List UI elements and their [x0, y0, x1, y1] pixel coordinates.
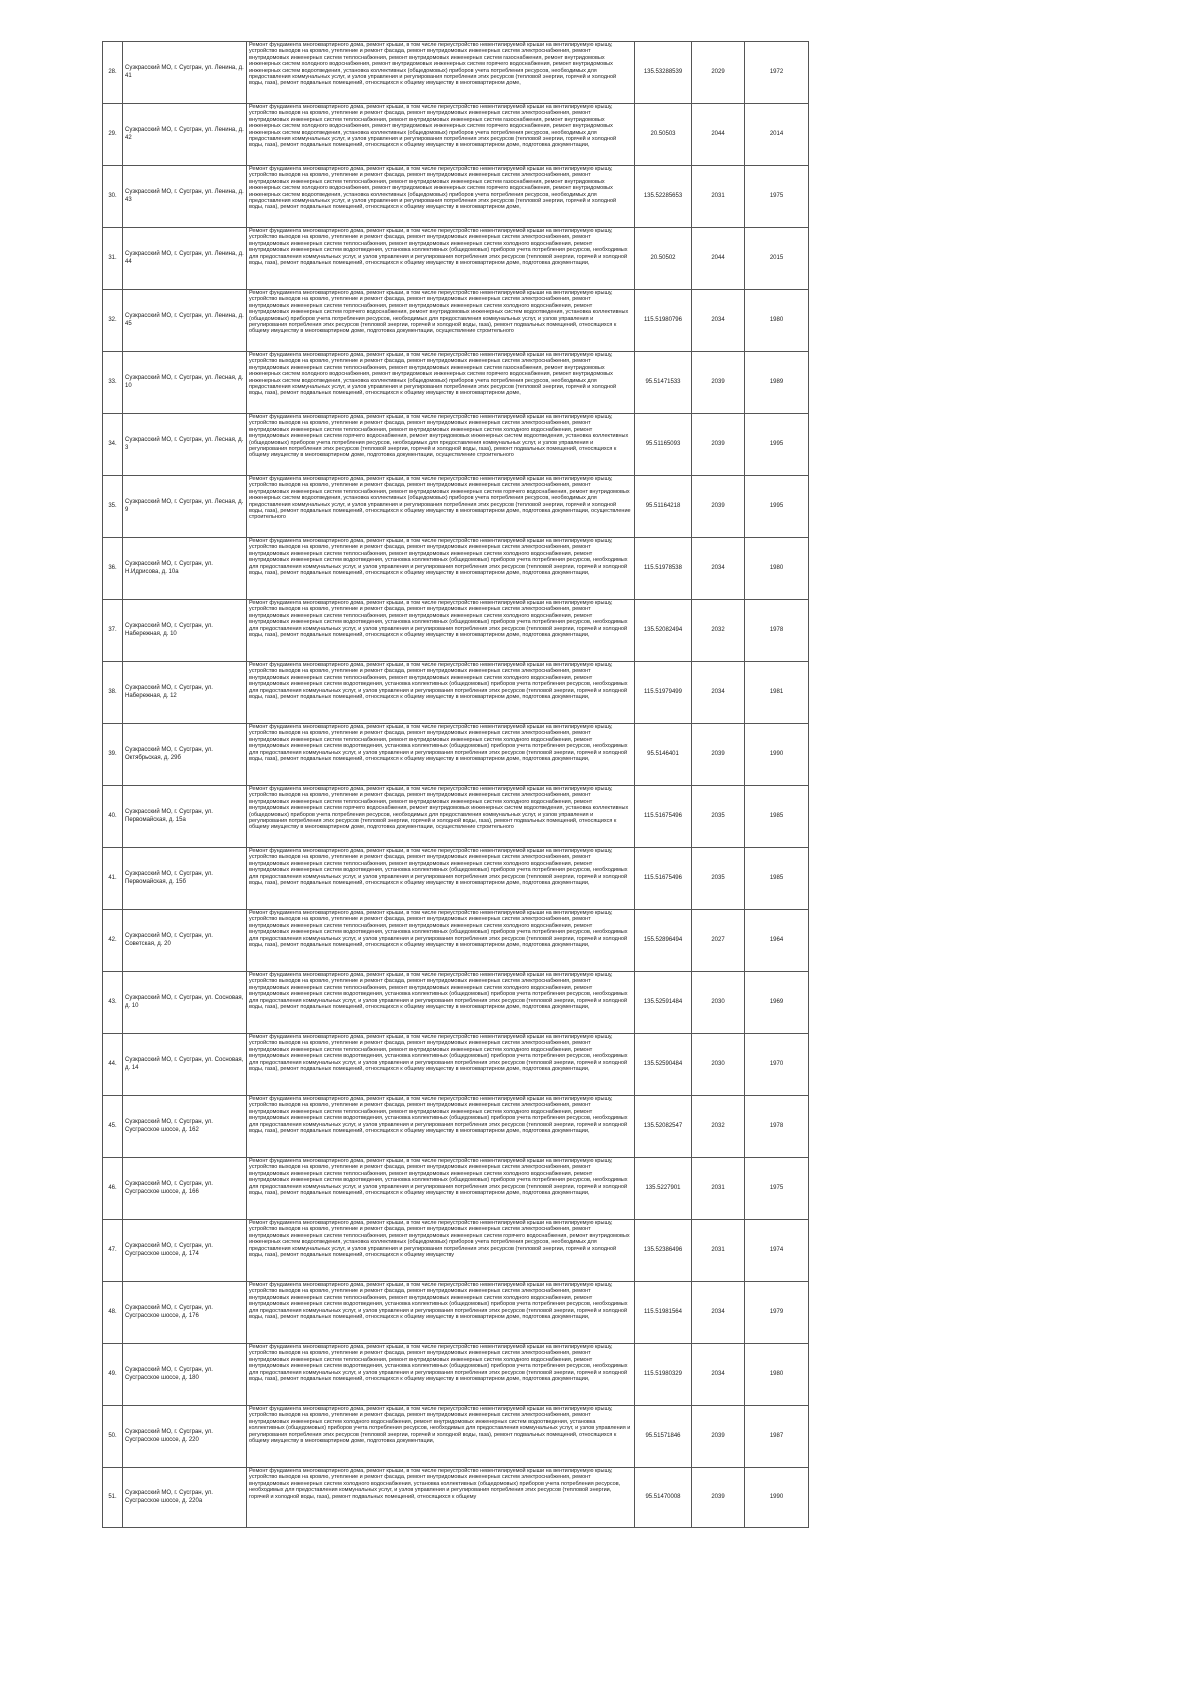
table-row	[103, 1406, 809, 1468]
build-year-cell: 1985	[745, 848, 809, 910]
build-year-cell: 1980	[745, 1344, 809, 1406]
repair-year-cell: 2032	[692, 1096, 745, 1158]
repair-year-cell: 2039	[692, 724, 745, 786]
build-year-cell: 1978	[745, 1096, 809, 1158]
table-row	[103, 42, 809, 104]
address-cell: Сузкрасский МО, г. Сусгран, ул. Лесная, д. 9	[123, 476, 247, 538]
repair-year-cell: 2031	[692, 1220, 745, 1282]
address-cell: Сузкрасский МО, г. Сусгран, ул. Сусграсское шоссе, д. 220а	[123, 1468, 247, 1528]
cost-cell: 95.51571846	[635, 1406, 692, 1468]
build-year-cell: 1975	[745, 166, 809, 228]
cost-cell: 95.51471533	[635, 352, 692, 414]
build-year-cell: 1970	[745, 1034, 809, 1096]
works-cell-text: Ремонт фундамента многоквартирного дома, ремонт крыши, в том числе переустройство невентилируемой крыши на вентилируемую крышу, устройство выходов на кровлю, утепление и ремонт фасада, ремонт внутридомовых инженерных систем электроснабжения, ремонт внутридомовых инженерных систем холодного водоснабжения, ремонт внутридомовых инженерных систем водоотведения, установка коллективных (общедомовых) приборов учета потребления ресурсов, необходимых для предоставления коммунальных услуг, и узлов управления и регулирования потребления этих ресурсов (тепловой энергии, горячей и холодной воды, газа), ремонт подвальных помещений, относящихся к общему имуществу в многоквартирном доме, подготовка документации,	[249, 1406, 631, 1444]
cost-cell: 135.5227901	[635, 1158, 692, 1220]
table-row	[103, 352, 809, 414]
repair-year-cell: 2027	[692, 910, 745, 972]
table-row	[103, 1158, 809, 1220]
works-cell	[247, 1468, 635, 1528]
address-cell: Сузкрасский МО, г. Сусгран, ул. Ленина, д. 41	[123, 42, 247, 104]
row-number-cell: 51.	[103, 1468, 123, 1528]
row-number-cell: 36.	[103, 538, 123, 600]
row-number-cell: 40.	[103, 786, 123, 848]
table-row	[103, 972, 809, 1034]
build-year-cell: 1964	[745, 910, 809, 972]
works-cell-text: Ремонт фундамента многоквартирного дома, ремонт крыши, в том числе переустройство невентилируемой крыши на вентилируемую крышу, устройство выходов на кровлю, утепление и ремонт фасада, ремонт внутридомовых инженерных систем электроснабжения, ремонт внутридомовых инженерных систем теплоснабжения, ремонт внутридомовых инженерных систем холодного водоснабжения, ремонт внутридомовых инженерных систем водоотведения, установка коллективных (общедомовых) приборов учета потребления ресурсов, необходимых для предоставления коммунальных услуг, и узлов управления и регулирования потребления этих ресурсов (тепловой энергии, горячей и холодной воды, газа), ремонт подвальных помещений, относящихся к общему имуществу в многоквартирном доме, подготовка документации,	[249, 724, 628, 762]
table-row	[103, 662, 809, 724]
works-cell-text: Ремонт фундамента многоквартирного дома, ремонт крыши, в том числе переустройство невентилируемой крыши на вентилируемую крышу, устройство выходов на кровлю, утепление и ремонт фасада, ремонт внутридомовых инженерных систем электроснабжения, ремонт внутридомовых инженерных систем теплоснабжения, ремонт внутридомовых инженерных систем горячего водоснабжения, ремонт внутридомовых инженерных систем водоотведения, установка коллективных (общедомовых) приборов учета потребления ресурсов, необходимых для предоставления коммунальных услуг, и узлов управления и регулирования потребления этих ресурсов (тепловой энергии, горячей и холодной воды, газа), ремонт подвальных помещений, относящихся к общему имуществу	[249, 1220, 630, 1258]
address-cell: Сузкрасский МО, г. Сусгран, ул. Сусграсское шоссе, д. 166	[123, 1158, 247, 1220]
works-cell-text: Ремонт фундамента многоквартирного дома, ремонт крыши, в том числе переустройство невентилируемой крыши на вентилируемую крышу, устройство выходов на кровлю, утепление и ремонт фасада, ремонт внутридомовых инженерных систем электроснабжения, ремонт внутридомовых инженерных систем теплоснабжения, ремонт внутридомовых инженерных систем холодного водоснабжения, ремонт внутридомовых инженерных систем горячего водоснабжения, ремонт внутридомовых инженерных систем водоотведения, установка коллективных (общедомовых) приборов учета потребления ресурсов, необходимых для предоставления коммунальных услуг, и узлов управления и регулирования потребления этих ресурсов (тепловой энергии, горячей и холодной воды, газа), ремонт подвальных помещений, относящихся к общему имуществу в многоквартирном доме, подготовка документации, осуществление строительного	[249, 786, 629, 831]
address-cell: Сузкрасский МО, г. Сусгран, ул. Сусграсское шоссе, д. 220	[123, 1406, 247, 1468]
build-year-cell: 2014	[745, 104, 809, 166]
works-cell	[247, 166, 635, 228]
repair-year-cell: 2031	[692, 1158, 745, 1220]
address-cell: Сузкрасский МО, г. Сусгран, ул. Советская, д. 20	[123, 910, 247, 972]
row-number-cell: 39.	[103, 724, 123, 786]
cost-cell: 20.50502	[635, 228, 692, 290]
cost-cell: 135.52386496	[635, 1220, 692, 1282]
works-cell-text: Ремонт фундамента многоквартирного дома, ремонт крыши, в том числе переустройство невентилируемой крыши на вентилируемую крышу, устройство выходов на кровлю, утепление и ремонт фасада, ремонт внутридомовых инженерных систем электроснабжения, ремонт внутридомовых инженерных систем теплоснабжения, ремонт внутридомовых инженерных систем газоснабжения, ремонт внутридомовых инженерных систем холодного водоснабжения, ремонт внутридомовых инженерных систем горячего водоснабжения, ремонт внутридомовых инженерных систем водоотведения, установка коллективных (общедомовых) приборов учета потребления ресурсов, необходимых для предоставления коммунальных услуг, и узлов управления и регулирования потребления этих ресурсов (тепловой энергии, горячей и холодной воды, газа), ремонт подвальных помещений, относящихся к общему имуществу в многоквартирном доме,	[249, 42, 617, 87]
table-row	[103, 1468, 809, 1528]
repair-year-cell: 2039	[692, 1468, 745, 1528]
repair-year-cell: 2030	[692, 972, 745, 1034]
works-cell-text: Ремонт фундамента многоквартирного дома, ремонт крыши, в том числе переустройство невентилируемой крыши на вентилируемую крышу, устройство выходов на кровлю, утепление и ремонт фасада, ремонт внутридомовых инженерных систем электроснабжения, ремонт внутридомовых инженерных систем теплоснабжения, ремонт внутридомовых инженерных систем горячего водоснабжения, ремонт внутридомовых инженерных систем водоотведения, установка коллективных (общедомовых) приборов учета потребления ресурсов, необходимых для предоставления коммунальных услуг, и узлов управления и регулирования потребления этих ресурсов (тепловой энергии, горячей и холодной воды, газа), ремонт подвальных помещений, относящихся к общему имуществу в многоквартирном доме, подготовка документации, осуществление строительного	[249, 476, 631, 521]
repair-year-cell: 2044	[692, 228, 745, 290]
works-cell-text: Ремонт фундамента многоквартирного дома, ремонт крыши, в том числе переустройство невентилируемой крыши на вентилируемую крышу, устройство выходов на кровлю, утепление и ремонт фасада, ремонт внутридомовых инженерных систем электроснабжения, ремонт внутридомовых инженерных систем холодного водоснабжения, установка коллективных (общедомовых) приборов учета потребления ресурсов, необходимых для предоставления коммунальных услуг, и узлов управления и регулирования потребления этих ресурсов (тепловой энергии, горячей и холодной воды, газа), ремонт подвальных помещений, относящихся к общему	[249, 1468, 621, 1500]
works-cell	[247, 538, 635, 600]
table-row	[103, 228, 809, 290]
works-cell	[247, 910, 635, 972]
table-row	[103, 476, 809, 538]
cost-cell: 135.52591484	[635, 972, 692, 1034]
table-row	[103, 1282, 809, 1344]
row-number-cell: 46.	[103, 1158, 123, 1220]
table-row	[103, 290, 809, 352]
cost-cell: 115.51675496	[635, 848, 692, 910]
cost-cell: 95.51164218	[635, 476, 692, 538]
build-year-cell: 1979	[745, 1282, 809, 1344]
address-cell: Сузкрасский МО, г. Сусгран, ул. Первомайская, д. 15б	[123, 848, 247, 910]
repair-year-cell: 2031	[692, 166, 745, 228]
address-cell: Сузкрасский МО, г. Сусгран, ул. Лесная, д. 3	[123, 414, 247, 476]
cost-cell: 115.51675496	[635, 786, 692, 848]
repair-year-cell: 2030	[692, 1034, 745, 1096]
table-row	[103, 910, 809, 972]
works-cell	[247, 1282, 635, 1344]
table-row	[103, 848, 809, 910]
works-cell	[247, 600, 635, 662]
address-cell: Сузкрасский МО, г. Сусгран, ул. Лесная, д. 10	[123, 352, 247, 414]
row-number-cell: 32.	[103, 290, 123, 352]
repair-year-cell: 2035	[692, 786, 745, 848]
table-row	[103, 724, 809, 786]
build-year-cell: 1990	[745, 724, 809, 786]
works-cell	[247, 414, 635, 476]
table-row	[103, 1344, 809, 1406]
table-row	[103, 538, 809, 600]
address-cell: Сузкрасский МО, г. Сусгран, ул. Набережная, д. 10	[123, 600, 247, 662]
works-cell	[247, 1220, 635, 1282]
repair-year-cell: 2039	[692, 476, 745, 538]
row-number-cell: 28.	[103, 42, 123, 104]
repair-year-cell: 2034	[692, 290, 745, 352]
repair-year-cell: 2034	[692, 662, 745, 724]
row-number-cell: 31.	[103, 228, 123, 290]
address-cell: Сузкрасский МО, г. Сусгран, ул. Ленина, д. 42	[123, 104, 247, 166]
repair-year-cell: 2032	[692, 600, 745, 662]
cost-cell: 155.52896494	[635, 910, 692, 972]
cost-cell: 95.51470008	[635, 1468, 692, 1528]
row-number-cell: 30.	[103, 166, 123, 228]
repair-year-cell: 2034	[692, 538, 745, 600]
works-cell-text: Ремонт фундамента многоквартирного дома, ремонт крыши, в том числе переустройство невентилируемой крыши на вентилируемую крышу, устройство выходов на кровлю, утепление и ремонт фасада, ремонт внутридомовых инженерных систем электроснабжения, ремонт внутридомовых инженерных систем теплоснабжения, ремонт внутридомовых инженерных систем холодного водоснабжения, ремонт внутридомовых инженерных систем водоотведения, установка коллективных (общедомовых) приборов учета потребления ресурсов, необходимых для предоставления коммунальных услуг, и узлов управления и регулирования потребления этих ресурсов (тепловой энергии, горячей и холодной воды, газа), ремонт подвальных помещений, относящихся к общему имуществу в многоквартирном доме, подготовка документации,	[249, 662, 628, 700]
works-cell-text: Ремонт фундамента многоквартирного дома, ремонт крыши, в том числе переустройство невентилируемой крыши на вентилируемую крышу, устройство выходов на кровлю, утепление и ремонт фасада, ремонт внутридомовых инженерных систем электроснабжения, ремонт внутридомовых инженерных систем теплоснабжения, ремонт внутридомовых инженерных систем холодного водоснабжения, ремонт внутридомовых инженерных систем водоотведения, установка коллективных (общедомовых) приборов учета потребления ресурсов, необходимых для предоставления коммунальных услуг, и узлов управления и регулирования потребления этих ресурсов (тепловой энергии, горячей и холодной воды, газа), ремонт подвальных помещений, относящихся к общему имуществу в многоквартирном доме, подготовка документации,	[249, 538, 628, 576]
repair-year-cell: 2034	[692, 1344, 745, 1406]
build-year-cell: 1989	[745, 352, 809, 414]
works-cell	[247, 848, 635, 910]
row-number-cell: 35.	[103, 476, 123, 538]
works-cell-text: Ремонт фундамента многоквартирного дома, ремонт крыши, в том числе переустройство невентилируемой крыши на вентилируемую крышу, устройство выходов на кровлю, утепление и ремонт фасада, ремонт внутридомовых инженерных систем электроснабжения, ремонт внутридомовых инженерных систем теплоснабжения, ремонт внутридомовых инженерных систем газоснабжения, ремонт внутридомовых инженерных систем холодного водоснабжения, ремонт внутридомовых инженерных систем горячего водоснабжения, ремонт внутридомовых инженерных систем водоотведения, установка коллективных (общедомовых) приборов учета потребления ресурсов, необходимых для предоставления коммунальных услуг, и узлов управления и регулирования потребления этих ресурсов (тепловой энергии, горячей и холодной воды, газа), ремонт подвальных помещений, относящихся к общему имуществу в многоквартирном доме,	[249, 166, 617, 211]
works-cell	[247, 1034, 635, 1096]
works-cell-text: Ремонт фундамента многоквартирного дома, ремонт крыши, в том числе переустройство невентилируемой крыши на вентилируемую крышу, устройство выходов на кровлю, утепление и ремонт фасада, ремонт внутридомовых инженерных систем электроснабжения, ремонт внутридомовых инженерных систем теплоснабжения, ремонт внутридомовых инженерных систем холодного водоснабжения, ремонт внутридомовых инженерных систем горячего водоснабжения, ремонт внутридомовых инженерных систем водоотведения, установка коллективных (общедомовых) приборов учета потребления ресурсов, необходимых для предоставления коммунальных услуг, и узлов управления и регулирования потребления этих ресурсов (тепловой энергии, горячей и холодной воды, газа), ремонт подвальных помещений, относящихся к общему имуществу в многоквартирном доме, подготовка документации, осуществление строительного	[249, 414, 629, 459]
cost-cell: 95.51165093	[635, 414, 692, 476]
capital-repair-table	[102, 41, 809, 1528]
address-cell: Сузкрасский МО, г. Сусгран, ул. Первомайская, д. 15а	[123, 786, 247, 848]
repair-year-cell: 2039	[692, 1406, 745, 1468]
repair-year-cell: 2039	[692, 414, 745, 476]
works-cell	[247, 786, 635, 848]
table-row	[103, 1096, 809, 1158]
cost-cell: 115.51980796	[635, 290, 692, 352]
table-body	[103, 42, 809, 1528]
build-year-cell: 1972	[745, 42, 809, 104]
works-cell	[247, 104, 635, 166]
cost-cell: 135.52285653	[635, 166, 692, 228]
cost-cell: 135.52590484	[635, 1034, 692, 1096]
works-cell-text: Ремонт фундамента многоквартирного дома, ремонт крыши, в том числе переустройство невентилируемой крыши на вентилируемую крышу, устройство выходов на кровлю, утепление и ремонт фасада, ремонт внутридомовых инженерных систем электроснабжения, ремонт внутридомовых инженерных систем теплоснабжения, ремонт внутридомовых инженерных систем холодного водоснабжения, ремонт внутридомовых инженерных систем горячего водоснабжения, ремонт внутридомовых инженерных систем водоотведения, установка коллективных (общедомовых) приборов учета потребления ресурсов, необходимых для предоставления коммунальных услуг, и узлов управления и регулирования потребления этих ресурсов (тепловой энергии, горячей и холодной воды, газа), ремонт подвальных помещений, относящихся к общему имуществу в многоквартирном доме, подготовка документации, осуществление строительного	[249, 290, 629, 335]
works-cell	[247, 972, 635, 1034]
cost-cell: 135.53288539	[635, 42, 692, 104]
repair-year-cell: 2039	[692, 352, 745, 414]
works-cell-text: Ремонт фундамента многоквартирного дома, ремонт крыши, в том числе переустройство невентилируемой крыши на вентилируемую крышу, устройство выходов на кровлю, утепление и ремонт фасада, ремонт внутридомовых инженерных систем электроснабжения, ремонт внутридомовых инженерных систем теплоснабжения, ремонт внутридомовых инженерных систем холодного водоснабжения, ремонт внутридомовых инженерных систем водоотведения, установка коллективных (общедомовых) приборов учета потребления ресурсов, необходимых для предоставления коммунальных услуг, и узлов управления и регулирования потребления этих ресурсов (тепловой энергии, горячей и холодной воды, газа), ремонт подвальных помещений, относящихся к общему имуществу в многоквартирном доме, подготовка документации,	[249, 972, 628, 1010]
row-number-cell: 49.	[103, 1344, 123, 1406]
row-number-cell: 48.	[103, 1282, 123, 1344]
table-row	[103, 1220, 809, 1282]
build-year-cell: 1975	[745, 1158, 809, 1220]
build-year-cell: 1981	[745, 662, 809, 724]
row-number-cell: 47.	[103, 1220, 123, 1282]
address-cell: Сузкрасский МО, г. Сусгран, ул. Ленина, д. 45	[123, 290, 247, 352]
row-number-cell: 29.	[103, 104, 123, 166]
address-cell: Сузкрасский МО, г. Сусгран, ул. Сусграсское шоссе, д. 176	[123, 1282, 247, 1344]
cost-cell: 115.51978538	[635, 538, 692, 600]
row-number-cell: 50.	[103, 1406, 123, 1468]
address-cell: Сузкрасский МО, г. Сусгран, ул. Сусграсское шоссе, д. 174	[123, 1220, 247, 1282]
works-cell-text: Ремонт фундамента многоквартирного дома, ремонт крыши, в том числе переустройство невентилируемой крыши на вентилируемую крышу, устройство выходов на кровлю, утепление и ремонт фасада, ремонт внутридомовых инженерных систем электроснабжения, ремонт внутридомовых инженерных систем теплоснабжения, ремонт внутридомовых инженерных систем газоснабжения, ремонт внутридомовых инженерных систем холодного водоснабжения, ремонт внутридомовых инженерных систем горячего водоснабжения, ремонт внутридомовых инженерных систем водоотведения, установка коллективных (общедомовых) приборов учета потребления ресурсов, необходимых для предоставления коммунальных услуг, и узлов управления и регулирования потребления этих ресурсов (тепловой энергии, горячей и холодной воды, газа), ремонт подвальных помещений, относящихся к общему имуществу в многоквартирном доме, подготовка документации,	[249, 104, 617, 149]
address-cell: Сузкрасский МО, г. Сусгран, ул. Ленина, д. 43	[123, 166, 247, 228]
address-cell: Сузкрасский МО, г. Сусгран, ул. Сусграсское шоссе, д. 162	[123, 1096, 247, 1158]
works-cell	[247, 724, 635, 786]
table-row	[103, 166, 809, 228]
build-year-cell: 1978	[745, 600, 809, 662]
works-cell	[247, 1158, 635, 1220]
build-year-cell: 1980	[745, 538, 809, 600]
table-row	[103, 414, 809, 476]
works-cell-text: Ремонт фундамента многоквартирного дома, ремонт крыши, в том числе переустройство невентилируемой крыши на вентилируемую крышу, устройство выходов на кровлю, утепление и ремонт фасада, ремонт внутридомовых инженерных систем электроснабжения, ремонт внутридомовых инженерных систем теплоснабжения, ремонт внутридомовых инженерных систем холодного водоснабжения, ремонт внутридомовых инженерных систем водоотведения, установка коллективных (общедомовых) приборов учета потребления ресурсов, необходимых для предоставления коммунальных услуг, и узлов управления и регулирования потребления этих ресурсов (тепловой энергии, горячей и холодной воды, газа), ремонт подвальных помещений, относящихся к общему имуществу в многоквартирном доме, подготовка документации,	[249, 910, 628, 948]
cost-cell: 20.50503	[635, 104, 692, 166]
row-number-cell: 41.	[103, 848, 123, 910]
address-cell: Сузкрасский МО, г. Сусгран, ул. Н.Идрисова, д. 10а	[123, 538, 247, 600]
works-cell-text: Ремонт фундамента многоквартирного дома, ремонт крыши, в том числе переустройство невентилируемой крыши на вентилируемую крышу, устройство выходов на кровлю, утепление и ремонт фасада, ремонт внутридомовых инженерных систем электроснабжения, ремонт внутридомовых инженерных систем теплоснабжения, ремонт внутридомовых инженерных систем холодного водоснабжения, ремонт внутридомовых инженерных систем водоотведения, установка коллективных (общедомовых) приборов учета потребления ресурсов, необходимых для предоставления коммунальных услуг, и узлов управления и регулирования потребления этих ресурсов (тепловой энергии, горячей и холодной воды, газа), ремонт подвальных помещений, относящихся к общему имуществу в многоквартирном доме, подготовка документации,	[249, 228, 628, 266]
repair-year-cell: 2035	[692, 848, 745, 910]
works-cell-text: Ремонт фундамента многоквартирного дома, ремонт крыши, в том числе переустройство невентилируемой крыши на вентилируемую крышу, устройство выходов на кровлю, утепление и ремонт фасада, ремонт внутридомовых инженерных систем электроснабжения, ремонт внутридомовых инженерных систем теплоснабжения, ремонт внутридомовых инженерных систем газоснабжения, ремонт внутридомовых инженерных систем холодного водоснабжения, ремонт внутридомовых инженерных систем горячего водоснабжения, ремонт внутридомовых инженерных систем водоотведения, установка коллективных (общедомовых) приборов учета потребления ресурсов, необходимых для предоставления коммунальных услуг, и узлов управления и регулирования потребления этих ресурсов (тепловой энергии, горячей и холодной воды, газа), ремонт подвальных помещений, относящихся к общему имуществу в многоквартирном доме,	[249, 352, 617, 397]
works-cell-text: Ремонт фундамента многоквартирного дома, ремонт крыши, в том числе переустройство невентилируемой крыши на вентилируемую крышу, устройство выходов на кровлю, утепление и ремонт фасада, ремонт внутридомовых инженерных систем электроснабжения, ремонт внутридомовых инженерных систем теплоснабжения, ремонт внутридомовых инженерных систем холодного водоснабжения, ремонт внутридомовых инженерных систем водоотведения, установка коллективных (общедомовых) приборов учета потребления ресурсов, необходимых для предоставления коммунальных услуг, и узлов управления и регулирования потребления этих ресурсов (тепловой энергии, горячей и холодной воды, газа), ремонт подвальных помещений, относящихся к общему имуществу в многоквартирном доме, подготовка документации,	[249, 1158, 628, 1196]
works-cell	[247, 42, 635, 104]
works-cell	[247, 1096, 635, 1158]
repair-year-cell: 2034	[692, 1282, 745, 1344]
cost-cell: 95.5146401	[635, 724, 692, 786]
cost-cell: 115.51981564	[635, 1282, 692, 1344]
build-year-cell: 2015	[745, 228, 809, 290]
cost-cell: 135.52082494	[635, 600, 692, 662]
works-cell-text: Ремонт фундамента многоквартирного дома, ремонт крыши, в том числе переустройство невентилируемой крыши на вентилируемую крышу, устройство выходов на кровлю, утепление и ремонт фасада, ремонт внутридомовых инженерных систем электроснабжения, ремонт внутридомовых инженерных систем теплоснабжения, ремонт внутридомовых инженерных систем холодного водоснабжения, ремонт внутридомовых инженерных систем водоотведения, установка коллективных (общедомовых) приборов учета потребления ресурсов, необходимых для предоставления коммунальных услуг, и узлов управления и регулирования потребления этих ресурсов (тепловой энергии, горячей и холодной воды, газа), ремонт подвальных помещений, относящихся к общему имуществу в многоквартирном доме, подготовка документации,	[249, 1344, 628, 1382]
build-year-cell: 1985	[745, 786, 809, 848]
works-cell	[247, 290, 635, 352]
row-number-cell: 43.	[103, 972, 123, 1034]
works-cell-text: Ремонт фундамента многоквартирного дома, ремонт крыши, в том числе переустройство невентилируемой крыши на вентилируемую крышу, устройство выходов на кровлю, утепление и ремонт фасада, ремонт внутридомовых инженерных систем электроснабжения, ремонт внутридомовых инженерных систем теплоснабжения, ремонт внутридомовых инженерных систем холодного водоснабжения, ремонт внутридомовых инженерных систем водоотведения, установка коллективных (общедомовых) приборов учета потребления ресурсов, необходимых для предоставления коммунальных услуг, и узлов управления и регулирования потребления этих ресурсов (тепловой энергии, горячей и холодной воды, газа), ремонт подвальных помещений, относящихся к общему имуществу в многоквартирном доме, подготовка документации,	[249, 1282, 628, 1320]
cost-cell: 135.52082547	[635, 1096, 692, 1158]
build-year-cell: 1990	[745, 1468, 809, 1528]
row-number-cell: 37.	[103, 600, 123, 662]
row-number-cell: 38.	[103, 662, 123, 724]
works-cell	[247, 1344, 635, 1406]
row-number-cell: 45.	[103, 1096, 123, 1158]
cost-cell: 115.51980329	[635, 1344, 692, 1406]
row-number-cell: 44.	[103, 1034, 123, 1096]
table-row	[103, 786, 809, 848]
works-cell	[247, 476, 635, 538]
build-year-cell: 1974	[745, 1220, 809, 1282]
works-cell-text: Ремонт фундамента многоквартирного дома, ремонт крыши, в том числе переустройство невентилируемой крыши на вентилируемую крышу, устройство выходов на кровлю, утепление и ремонт фасада, ремонт внутридомовых инженерных систем электроснабжения, ремонт внутридомовых инженерных систем теплоснабжения, ремонт внутридомовых инженерных систем холодного водоснабжения, ремонт внутридомовых инженерных систем водоотведения, установка коллективных (общедомовых) приборов учета потребления ресурсов, необходимых для предоставления коммунальных услуг, и узлов управления и регулирования потребления этих ресурсов (тепловой энергии, горячей и холодной воды, газа), ремонт подвальных помещений, относящихся к общему имуществу в многоквартирном доме, подготовка документации,	[249, 848, 628, 886]
table-row	[103, 104, 809, 166]
works-cell-text: Ремонт фундамента многоквартирного дома, ремонт крыши, в том числе переустройство невентилируемой крыши на вентилируемую крышу, устройство выходов на кровлю, утепление и ремонт фасада, ремонт внутридомовых инженерных систем электроснабжения, ремонт внутридомовых инженерных систем теплоснабжения, ремонт внутридомовых инженерных систем холодного водоснабжения, ремонт внутридомовых инженерных систем водоотведения, установка коллективных (общедомовых) приборов учета потребления ресурсов, необходимых для предоставления коммунальных услуг, и узлов управления и регулирования потребления этих ресурсов (тепловой энергии, горячей и холодной воды, газа), ремонт подвальных помещений, относящихся к общему имуществу в многоквартирном доме, подготовка документации,	[249, 1096, 628, 1134]
row-number-cell: 33.	[103, 352, 123, 414]
address-cell: Сузкрасский МО, г. Сусгран, ул. Сосновая, д. 10	[123, 972, 247, 1034]
works-cell	[247, 228, 635, 290]
address-cell: Сузкрасский МО, г. Сусгран, ул. Сосновая, д. 14	[123, 1034, 247, 1096]
address-cell: Сузкрасский МО, г. Сусгран, ул. Ленина, д. 44	[123, 228, 247, 290]
works-cell-text: Ремонт фундамента многоквартирного дома, ремонт крыши, в том числе переустройство невентилируемой крыши на вентилируемую крышу, устройство выходов на кровлю, утепление и ремонт фасада, ремонт внутридомовых инженерных систем электроснабжения, ремонт внутридомовых инженерных систем теплоснабжения, ремонт внутридомовых инженерных систем холодного водоснабжения, ремонт внутридомовых инженерных систем водоотведения, установка коллективных (общедомовых) приборов учета потребления ресурсов, необходимых для предоставления коммунальных услуг, и узлов управления и регулирования потребления этих ресурсов (тепловой энергии, горячей и холодной воды, газа), ремонт подвальных помещений, относящихся к общему имуществу в многоквартирном доме, подготовка документации,	[249, 1034, 628, 1072]
works-cell	[247, 1406, 635, 1468]
works-cell-text: Ремонт фундамента многоквартирного дома, ремонт крыши, в том числе переустройство невентилируемой крыши на вентилируемую крышу, устройство выходов на кровлю, утепление и ремонт фасада, ремонт внутридомовых инженерных систем электроснабжения, ремонт внутридомовых инженерных систем теплоснабжения, ремонт внутридомовых инженерных систем холодного водоснабжения, ремонт внутридомовых инженерных систем водоотведения, установка коллективных (общедомовых) приборов учета потребления ресурсов, необходимых для предоставления коммунальных услуг, и узлов управления и регулирования потребления этих ресурсов (тепловой энергии, горячей и холодной воды, газа), ремонт подвальных помещений, относящихся к общему имуществу в многоквартирном доме, подготовка документации,	[249, 600, 628, 638]
table-row	[103, 600, 809, 662]
build-year-cell: 1980	[745, 290, 809, 352]
address-cell: Сузкрасский МО, г. Сусгран, ул. Сусграсское шоссе, д. 180	[123, 1344, 247, 1406]
build-year-cell: 1969	[745, 972, 809, 1034]
repair-year-cell: 2029	[692, 42, 745, 104]
repair-year-cell: 2044	[692, 104, 745, 166]
works-cell	[247, 352, 635, 414]
row-number-cell: 34.	[103, 414, 123, 476]
build-year-cell: 1995	[745, 414, 809, 476]
build-year-cell: 1995	[745, 476, 809, 538]
build-year-cell: 1987	[745, 1406, 809, 1468]
address-cell: Сузкрасский МО, г. Сусгран, ул. Набережная, д. 12	[123, 662, 247, 724]
cost-cell: 115.51979499	[635, 662, 692, 724]
row-number-cell: 42.	[103, 910, 123, 972]
works-cell	[247, 662, 635, 724]
table-row	[103, 1034, 809, 1096]
address-cell: Сузкрасский МО, г. Сусгран, ул. Октябрьская, д. 29б	[123, 724, 247, 786]
